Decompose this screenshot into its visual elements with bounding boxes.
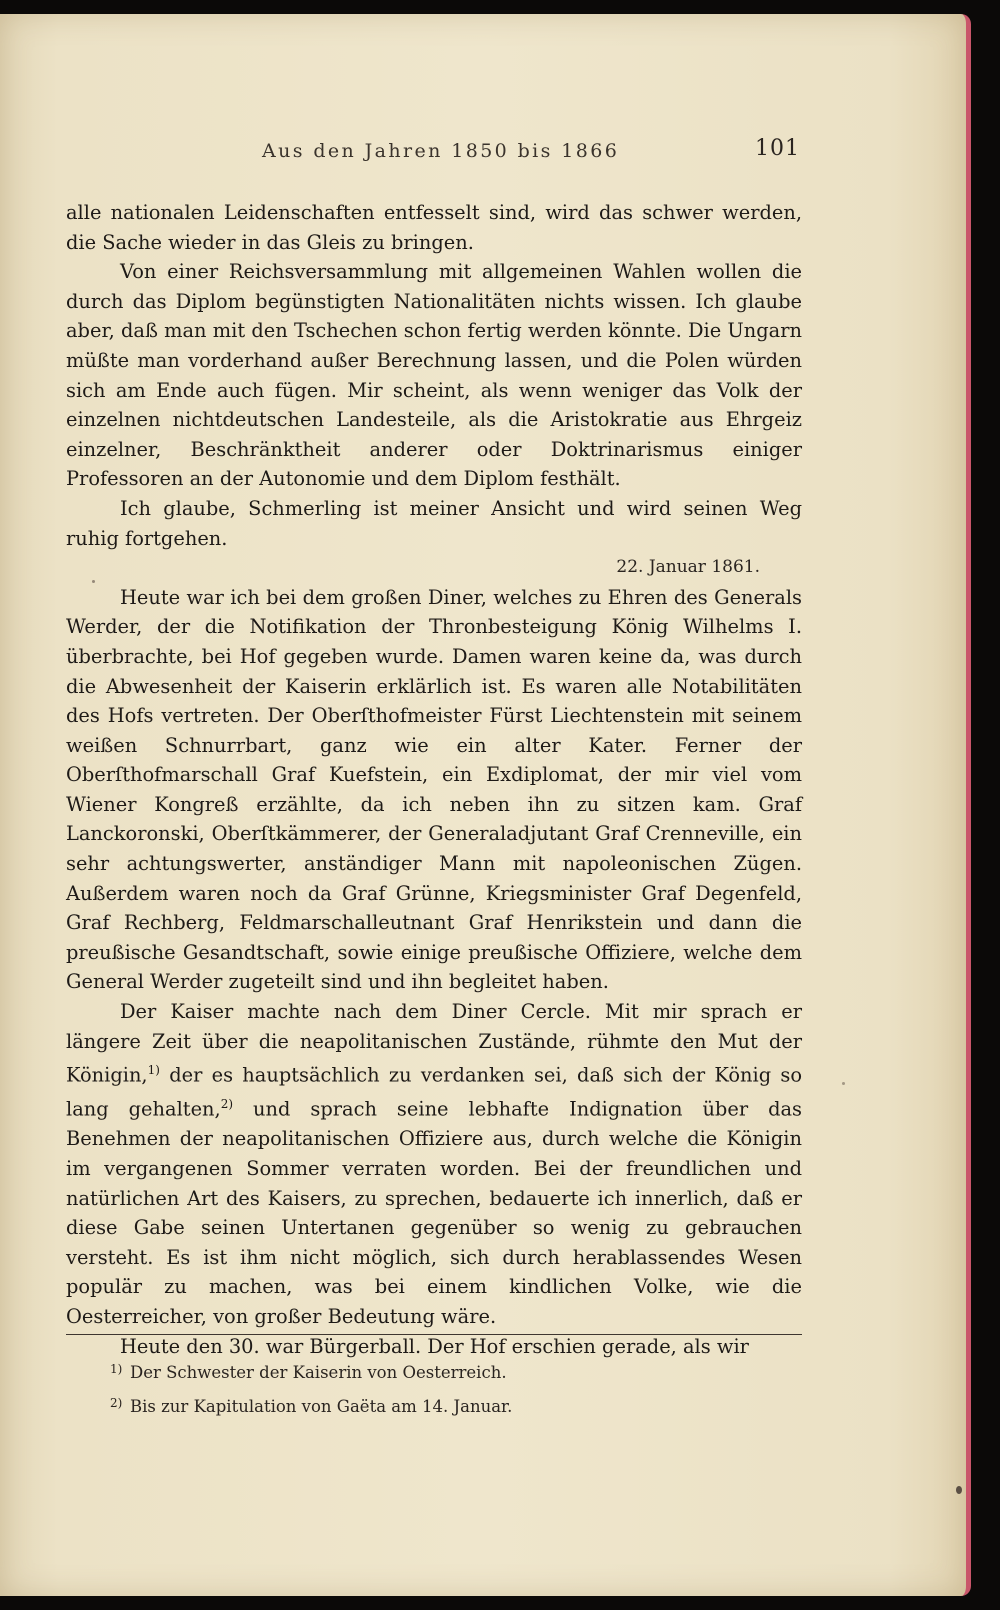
page-number: 101: [755, 136, 800, 161]
footnote-1: [110, 1354, 790, 1388]
date-heading: 22. Januar 1861.: [616, 557, 760, 578]
running-title: Aus den Jahren 1850 bis 1866: [262, 140, 620, 162]
paragraph-4: Heute war ich bei dem großen Diner, welches zu Ehren des Generals Werder, der die Notifikation der Thronbesteigung König Wilhelms I. überbrachte, bei Hof gegeben wurde. Damen waren keine da, was durch die Abwesenheit der Kaiserin erklärlich ist. Es waren alle Notabilitäten des Hofs vertreten. Der Oberſthofmeister Fürst Liechtenstein mit seinem weißen Schnurrbart, ganz wie ein alter Kater. Ferner der Oberſthofmarschall Graf Kuefstein, ein Exdiplomat, der mir viel vom Wiener Kongreß erzählte, da ich neben ihn zu sitzen kam. Graf Lanckoronski, Oberſtkämmerer, der Generaladjutant Graf Crenneville, ein sehr achtungswerter, anständiger Mann mit napoleonischen Zügen. Außerdem waren noch da Graf Grünne, Kriegsminister Graf Degenfeld, Graf Rechberg, Feldmarschalleutnant Graf Henrikstein und dann die preußische Gesandtschaft, sowie einige preußische Offiziere, welche dem General Werder zugeteilt sind und ihn begleitet haben.: [66, 585, 802, 994]
paragraph-5: [66, 997, 802, 1331]
book-page: [0, 14, 971, 1596]
footnote-1-text: Der Schwester der Kaiserin von Oesterreich.: [130, 1363, 507, 1382]
paragraph-5-part-b: der es hauptsächlich zu verdanken sei, daß sich der König so lang gehalten,: [66, 1063, 802, 1121]
footnote-2-text: Bis zur Kapitulation von Gaëta am 14. Januar.: [130, 1397, 513, 1416]
footnote-divider: [66, 1334, 802, 1335]
footnote-ref-1: 1): [147, 1063, 160, 1078]
paragraph-5-part-c: und sprach seine lebhafte Indignation über das Benehmen der neapolitanischen Offiziere aus, durch welche die Königin im vergangenen Sommer verraten worden. Bei der freundlichen und natürlichen Art des Kaisers, zu sprechen, bedauerte ich innerlich, daß er diese Gabe seinen Untertanen gegenüber so wenig zu gebrauchen versteht. Es ist ihm nicht möglich, sich durch herablassendes Wesen populär zu machen, was bei einem kindlichen Volke, wie die Oesterreicher, von großer Bedeutung wäre.: [66, 1097, 803, 1328]
footnote-1-mark: 1): [110, 1362, 123, 1376]
footnote-2: [110, 1388, 790, 1422]
footnote-2-mark: 2): [110, 1396, 123, 1410]
page-header: [66, 136, 800, 170]
footnotes: [110, 1354, 790, 1422]
paper-speck: [956, 1486, 962, 1494]
paragraph-6: Heute den 30. war Bürgerball. Der Hof erschien gerade, als wir: [120, 1334, 749, 1358]
paragraph-5-part-a: Der Kaiser machte nach dem Diner Cercle. Mit mir sprach er längere Zeit über die neapolitanischen Zustände, rühmte den Mut der Königin,: [66, 1000, 802, 1087]
footnote-ref-2: 2): [220, 1097, 234, 1112]
body-text: [66, 198, 802, 1361]
paragraph-2: Von einer Reichsversammlung mit allgemeinen Wahlen wollen die durch das Diplom begünstigten Nationalitäten nichts wissen. Ich glaube aber, daß man mit den Tschechen schon fertig werden könnte. Die Ungarn müßte man vorderhand außer Berechnung lassen, und die Polen würden sich am Ende auch fügen. Mir scheint, als wenn weniger das Volk der einzelnen nichtdeutschen Landesteile, als die Aristokratie aus Ehrgeiz einzelner, Beschränktheit anderer oder Doktrinarismus einiger Professoren an der Autonomie und dem Diplom festhält.: [66, 260, 802, 491]
paragraph-3: Ich glaube, Schmerling ist meiner Ansicht und wird seinen Weg ruhig fortgehen.: [66, 496, 802, 550]
paragraph-1: alle nationalen Leidenschaften entfesselt sind, wird das schwer werden, die Sache wieder in das Gleis zu bringen.: [66, 201, 802, 254]
paper-speck: [92, 580, 95, 583]
paper-speck: [842, 1082, 845, 1085]
